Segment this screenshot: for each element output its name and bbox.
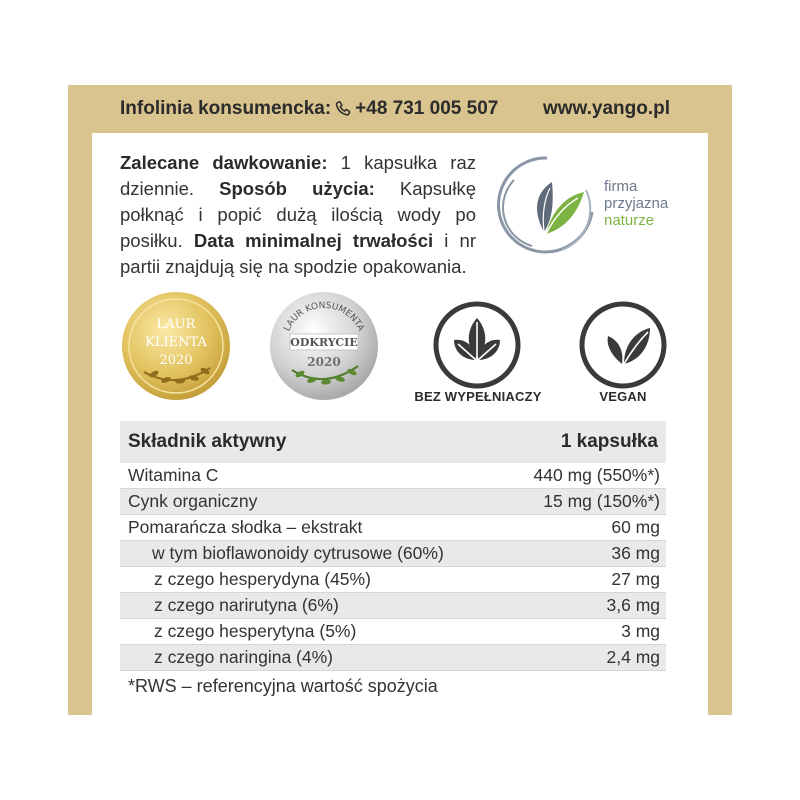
dosage-text: 1 kapsułka raz dziennie. [120,152,476,199]
eco-leaf-icon [492,150,602,260]
rws-footnote: *RWS – referencyjna wartość spożycia [128,676,438,696]
row-name: w tym bioflawonoidy cytrusowe (60%) [152,543,444,563]
row-amount: 2,4 mg [606,647,660,667]
row-amount: 440 mg (550%*) [533,465,660,485]
expiry-text: i nr partii znajdują się na spodzie opakowania. [120,230,477,277]
row-amount: 15 mg (150%*) [543,491,660,511]
usage-label: Sposób użycia: [219,178,375,199]
row-name: Pomarańcza słodka – ekstrakt [128,517,363,537]
laur-klienta-line1: LAUR [156,317,196,332]
vegan-leaf-icon [578,300,668,390]
eco-line-2: przyjazna [604,195,669,212]
row-name: z czego hesperytyna (5%) [154,621,357,641]
row-amount: 3 mg [621,621,660,641]
eco-line-3: naturze [604,212,655,229]
laur-konsumenta-year: 2020 [307,355,341,369]
row-amount: 3,6 mg [606,595,660,615]
row-amount: 60 mg [611,517,660,537]
no-fillers-leaf-icon [432,300,522,390]
table-row [120,567,666,593]
table-row [120,593,666,619]
eco-text [604,178,668,229]
table-row [120,515,666,541]
dosage-label: Zalecane dawkowanie: [120,152,328,173]
phone-icon [334,100,352,118]
laur-klienta-badge [120,290,232,402]
usage-text: Kapsułkę połknąć i popić dużą ilością wody po posiłku. [120,178,476,251]
eco-line-1: firma [604,178,638,195]
row-amount: 27 mg [611,569,660,589]
hotline-label: Infolinia konsumencka: [120,98,332,119]
table-header [120,421,666,463]
row-name: z czego naringina (4%) [154,647,333,667]
hotline [120,98,498,120]
top-bar [68,85,732,133]
table-row [120,489,666,515]
laur-klienta-year: 2020 [159,353,193,368]
table-row [120,645,666,671]
laur-konsumenta-arc: LAUR KONSUMENTA [282,300,366,334]
row-name: Witamina C [128,465,219,485]
table-row [120,541,666,567]
no-fillers-label: BEZ WYPEŁNIACZY [414,389,542,404]
header-amount: 1 kapsułka [560,431,658,452]
row-name: Cynk organiczny [128,491,258,511]
row-name: z czego hesperydyna (45%) [154,569,371,589]
website: www.yango.pl [542,98,670,119]
usage-instructions [120,150,476,280]
laur-konsumenta-ribbon: ODKRYCIE [290,336,358,349]
expiry-label: Data minimalnej trwałości [193,230,434,251]
laur-klienta-line2: KLIENTA [145,335,207,350]
row-name: z czego narirutyna (6%) [154,595,339,615]
header-ingredient: Składnik aktywny [128,431,287,452]
ingredients-table [120,421,666,671]
laur-konsumenta-badge [268,290,380,402]
vegan-label: VEGAN [599,389,647,404]
table-row [120,619,666,645]
table-row [120,463,666,489]
row-amount: 36 mg [611,543,660,563]
hotline-phone: +48 731 005 507 [355,98,499,119]
